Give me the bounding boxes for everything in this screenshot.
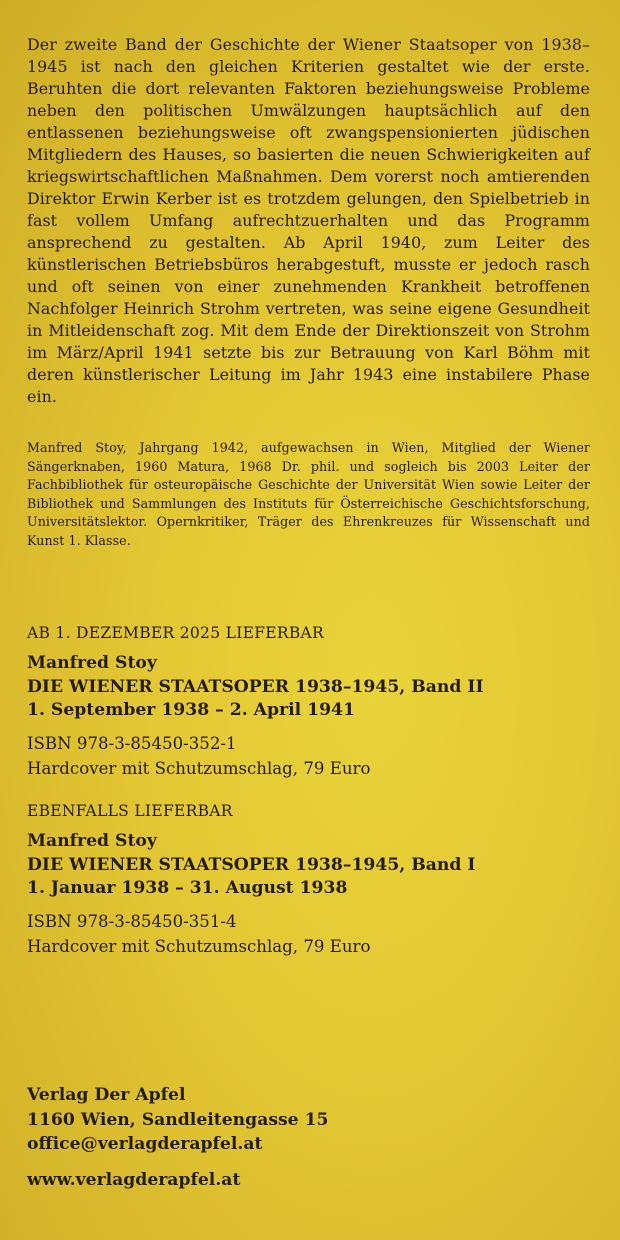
intro-paragraph: Der zweite Band der Geschichte der Wiener Staatsoper von 1938–1945 ist nach den gleichen Kriterien gestaltet wie der erste. Beruhten die dort relevanten Faktoren beziehungsweise Probleme neben den politischen Umwälzungen hauptsächlich auf den entlassenen beziehungsweise oft zwangspensionierten jüdischen Mitgliedern des Hauses, so basierten die neuen Schwierigkeiten auf kriegswirtschaftlichen Maßnahmen. Dem vorerst noch amtierenden Direktor Erwin Kerber ist es trotzdem gelungen, den Spielbetrieb in fast vollem Umfang aufrechtzuerhalten und das Programm ansprechend zu gestalten. Ab April 1940, zum Leiter des künstlerischen Betriebsbüros herabgestuft, musste er jedoch rasch und oft seinen von einer zunehmenden Krankheit betroffenen Nachfolger Heinrich Strohm vertreten, was seine eigene Gesundheit in Mitleidenschaft zog. Mit dem Ende der Direktionszeit von Strohm im März/April 1941 setzte bis zur Betrauung von Karl Böhm mit deren künstlerischer Leitung im Jahr 1943 eine instabilere Phase ein.: [27, 35, 590, 406]
publisher-contact: [27, 1083, 329, 1157]
text-column: [27, 34, 590, 551]
also-available-block: [27, 802, 597, 959]
also-available-format: Hardcover mit Schutzumschlag, 79 Euro: [27, 936, 371, 956]
publisher-address: 1160 Wien, Sandleitengasse 15: [27, 1109, 329, 1130]
new-release-format: Hardcover mit Schutzumschlag, 79 Euro: [27, 758, 371, 778]
new-release-isbn: ISBN 978-3-85450-352-1: [27, 733, 237, 753]
new-release-details: [27, 731, 597, 781]
publisher-name: Verlag Der Apfel: [27, 1085, 186, 1105]
also-available-details: [27, 909, 597, 959]
new-release-titles: [27, 652, 597, 723]
also-available-author: Manfred Stoy: [27, 831, 157, 851]
new-release-period: 1. September 1938 – 2. April 1941: [27, 700, 355, 720]
new-release-author: Manfred Stoy: [27, 653, 157, 673]
also-available-isbn: ISBN 978-3-85450-351-4: [27, 911, 237, 931]
also-available-title: DIE WIENER STAATSOPER 1938–1945, Band I: [27, 854, 476, 875]
new-release-block: [27, 624, 597, 781]
also-available-titles: [27, 830, 597, 901]
new-release-title: DIE WIENER STAATSOPER 1938–1945, Band II: [27, 676, 484, 697]
author-bio: Manfred Stoy, Jahrgang 1942, aufgewachsen in Wien, Mitglied der Wiener Sängerknaben, 1960 Matura, 1968 Dr. phil. und sogleich bis 2003 Leiter der Fachbibliothek für osteuropäische Geschichte der Universität Wien sowie Leiter der Bibliothek und Sammlungen des Instituts für Österreichische Geschichtsforschung, Universitätslektor. Opernkritiker, Träger des Ehrenkreuzes für Wissenschaft und Kunst 1. Klasse.: [27, 440, 590, 548]
also-available-period: 1. Januar 1938 – 31. August 1938: [27, 878, 348, 898]
publisher-website[interactable]: www.verlagderapfel.at: [27, 1170, 241, 1190]
publisher-email[interactable]: office@verlagderapfel.at: [27, 1134, 263, 1154]
also-available-label: EBENFALLS LIEFERBAR: [27, 802, 233, 820]
new-release-label: AB 1. DEZEMBER 2025 LIEFERBAR: [27, 624, 325, 642]
